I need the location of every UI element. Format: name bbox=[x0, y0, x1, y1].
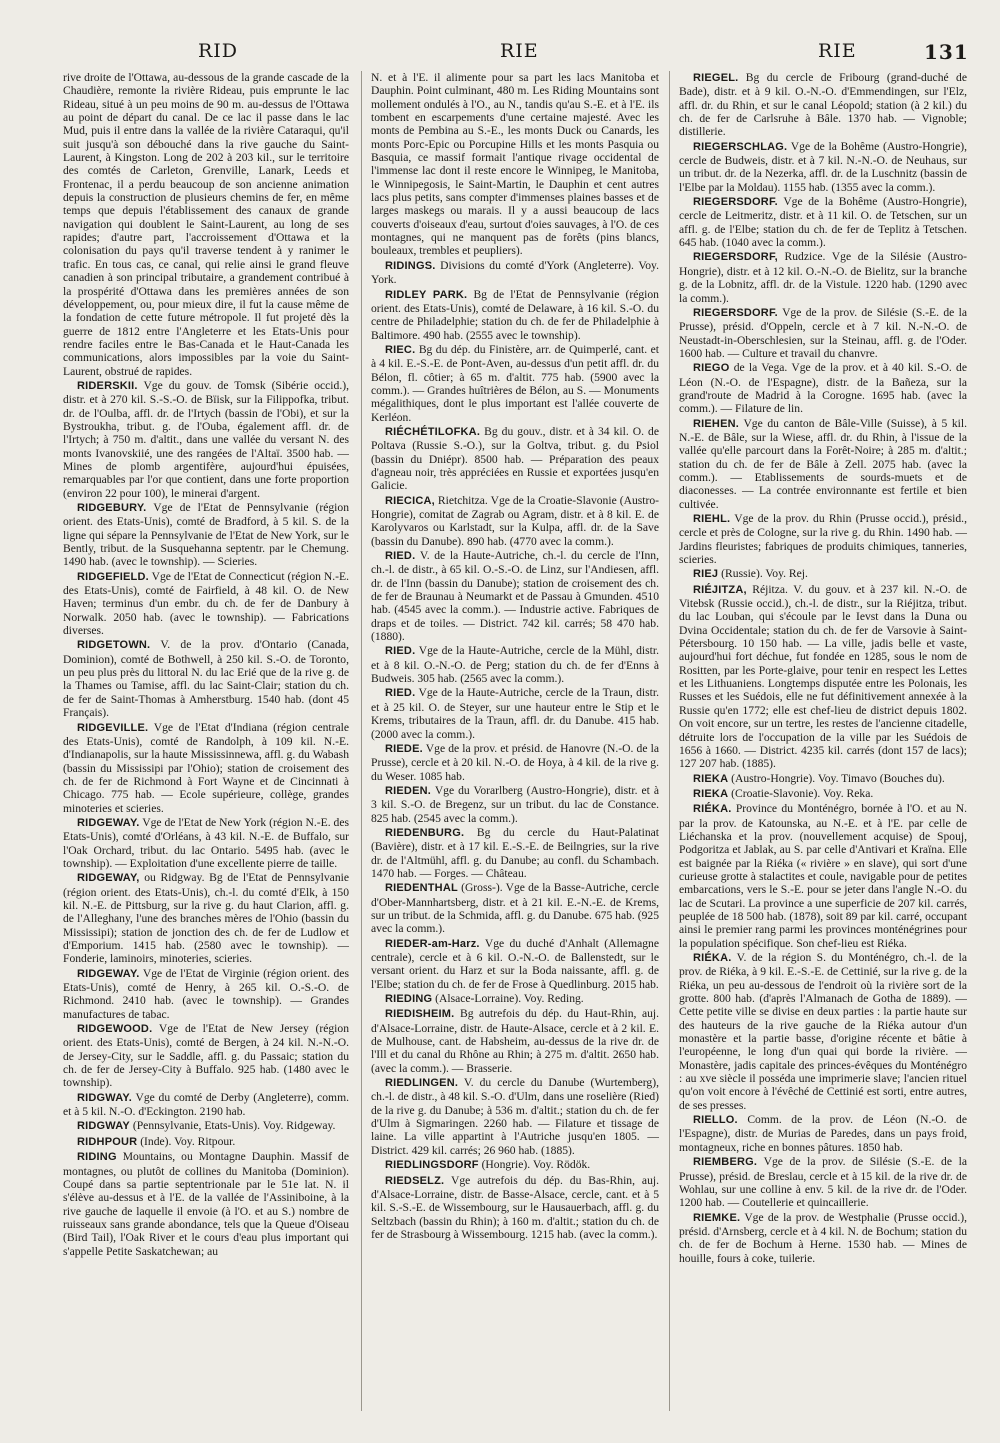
column-rule bbox=[361, 71, 362, 1411]
dictionary-entry bbox=[63, 638, 349, 719]
entry-headword: RIELLO. bbox=[693, 1114, 738, 1127]
entry-text: Vge de l'Etat de New Jersey (région orient. des Etats-Unis), comté de Bergen, à 24 kil. N.-N.-O. de Jersey-City, sur le Saddle, affl. g. du Passaic; station du ch. de fer de Jersey-City à Buffalo. 925 hab. (1480 avec le township). bbox=[63, 1022, 349, 1090]
entry-headword: RIDGWAY bbox=[77, 1120, 130, 1133]
dictionary-entry bbox=[679, 1211, 967, 1265]
entry-headword: RIÉJITZA, bbox=[693, 583, 747, 596]
entry-headword: RIEDING bbox=[385, 993, 433, 1006]
dictionary-entry bbox=[371, 644, 659, 685]
entry-headword: RIDINGS. bbox=[385, 259, 436, 272]
running-head-right: RIE bbox=[818, 40, 857, 62]
entry-text: Rietchitza. Vge de la Croatie-Slavonie (Austro-Hongrie), comitat de Zagrab ou Agram, distr. et à 8 kil. E. de Karolyvaros ou Karlstadt, sur la Kulpa, affl. dr. de la Save (bassin du Danube). 890 hab. (4770 avec la comm.). bbox=[371, 493, 659, 548]
entry-headword: RIDHPOUR bbox=[77, 1135, 138, 1148]
dictionary-entry bbox=[679, 71, 967, 139]
entry-text: V. du cercle du Danube (Wurtemberg), ch.-l. de distr., à 48 kil. S.-O. d'Ulm, dans une roselière (Ried) de la rive g. du Danube; à 536 m. d'altit.; station du ch. de fer d'Ulm à Sigmaringen. 2260 hab. — Filature et tissage de laine. La ville appartint à l'Autriche jusqu'en 1805. — District. 429 kil. carrés; 26 960 hab. (1885). bbox=[371, 1076, 659, 1157]
entry-text: ou Ridgway. Bg de l'Etat de Pennsylvanie (région orient. des Etats-Unis), ch.-l. du comté d'Elk, à 150 kil. N.-E. de Pittsburg, sur la rive g. du haut Clarion, affl. g. de l'Alleghany, l'une des branches mères de l'Ohio (bassin du Mississipi); station de jonction des ch. de fer de Ludlow et d'Emporium. 1415 hab. (2580 avec le township). — Fonderie, laminoirs, minoteries, scieries. bbox=[63, 871, 349, 966]
text-column-3 bbox=[679, 71, 967, 1416]
entry-headword: RIÉKA. bbox=[693, 952, 732, 964]
entry-headword: RIDGEBURY. bbox=[77, 502, 147, 514]
dictionary-entry bbox=[679, 567, 967, 581]
dictionary-entry bbox=[63, 967, 349, 1021]
entry-headword: RIDGEFIELD. bbox=[77, 570, 149, 583]
dictionary-entry bbox=[679, 250, 967, 304]
entry-text: rive droite de l'Ottawa, au-dessous de la grande cascade de la Chaudière, remonte la rivière Rideau, puis emprunte le lac Rideau, situé à un peu moins de 90 m. au-dessus de l'Ottawa au point de départ du canal. De ce lac il passe dans le lac Mud, puis il entre dans la vallée de la rivière Cataraqui, qu'il suit jusqu'à son débouché dans la rive gauche du Saint-Laurent, à Kingston. Long de 202 à 203 kil., sur le territoire des comtés de Carleton, Grenville, Lanark, Leeds et Frontenac, il a perdu beaucoup de son ancienne animation depuis la construction de plusieurs chemins de fer, en même temps que depuis l'établissement des canaux de grande navigation qui doublent le Saint-Laurent, au long de ses rapides; d'autre part, l'accroissement d'Ottawa et la colonisation du pays qu'il traverse tendent à y ranimer le trafic. En tous cas, ce canal, qui relie ainsi le grand fleuve canadien à son principal tributaire, a grandement contribué à la prospérité d'Ottawa dans les premières années de son développement, ou, pour mieux dire, il fut la cause même de la fondation de cette future métropole. Il fut projeté dès la guerre de 1812 entre l'Angleterre et les Etats-Unis pour rendre faciles entre le Bas-Canada et le Haut-Canada les communications, alors impossibles par la voie du Saint-Laurent, obstrué de rapides. bbox=[63, 71, 349, 378]
entry-headword: RIDING bbox=[77, 1151, 117, 1164]
entry-text: Vge du duché d'Anhalt (Allemagne centrale), cercle et à 6 kil. O.-N.-O. de Ballenstedt, sur le versant orient. du Harz et sur la Boda naissante, affl. g. de l'Elbe; station du ch. de fer de Frose à Quedlinburg. 2015 hab. bbox=[371, 936, 659, 991]
entry-headword: RIEGERSDORF. bbox=[693, 196, 778, 209]
dictionary-entry bbox=[679, 1113, 967, 1154]
dictionary-entry bbox=[371, 549, 659, 643]
entry-text: Vge de la prov. de Westphalie (Prusse occid.), présid. d'Arnsberg, cercle et à 4 kil. N. de Bochum; station du ch. de fer de Bochum à Herne. 1530 hab. — Mines de houille, fours à coke, tuilerie. bbox=[679, 1210, 967, 1265]
dictionary-entry bbox=[371, 784, 659, 825]
dictionary-entry bbox=[371, 826, 659, 880]
entry-text: de la Vega. Vge de la prov. et à 40 kil. S.-O. de Léon (N.-O. de l'Espagne), distr. de la Bañeza, sur la grand'route de Madrid à la Corogne. 1695 hab. (avec la comm.). — Filature de lin. bbox=[679, 361, 967, 416]
entry-headword: RIED. bbox=[385, 550, 416, 563]
entry-text: Vge de l'Etat de New York (région N.-E. des Etats-Unis), comté d'Orléans, à 43 kil. N.-E. de Buffalo, sur l'Oak Orchard, tribut. du lac Ontario. 5495 hab. (avec le township). — Exploitation d'une excellente pierre de taille. bbox=[63, 815, 349, 870]
entry-text: (Croatie-Slavonie). Voy. Reka. bbox=[731, 786, 874, 800]
entry-headword: RIEDLINGSDORF bbox=[385, 1159, 479, 1172]
entry-headword: RIDGEWAY. bbox=[77, 816, 140, 829]
dictionary-entry bbox=[371, 343, 659, 424]
entry-text: Vge du Vorarlberg (Austro-Hongrie), distr. et à 3 kil. S.-O. de Bregenz, sur un tribut. du lac de Constance. 825 hab. (2545 avec la comm.). bbox=[371, 783, 659, 825]
entry-headword: RIEHL. bbox=[693, 513, 731, 525]
dictionary-entry bbox=[63, 1150, 349, 1258]
entry-text: (Inde). Voy. Ritpour. bbox=[140, 1134, 236, 1148]
dictionary-entry bbox=[371, 288, 659, 342]
entry-headword: RIEDISHEIM. bbox=[385, 1008, 455, 1021]
entry-headword: RIDGEVILLE. bbox=[77, 721, 149, 734]
entry-headword: RIEKA bbox=[693, 787, 729, 800]
dictionary-entry bbox=[679, 306, 967, 360]
column-rule bbox=[669, 71, 670, 1411]
dictionary-entry bbox=[63, 1091, 349, 1119]
entry-text: Vge du canton de Bâle-Ville (Suisse), à 5 kil. N.-E. de Bâle, sur la Wiese, affl. dr. du Rhin, à l'issue de la vallée qu'elle parcourt dans la Forêt-Noire; à 285 m. d'altit.; station du ch. de fer de Bâle à Zell. 2075 hab. (avec la comm.). — Etablissements de sourds-muets et de diaconesses. — La contrée environnante est fertile et bien cultivée. bbox=[679, 416, 967, 511]
dictionary-entry bbox=[679, 583, 967, 771]
text-column-2 bbox=[371, 71, 659, 1416]
entry-text: Bg autrefois du dép. du Haut-Rhin, auj. d'Alsace-Lorraine, distr. de Haute-Alsace, cercle et à 2 kil. E. de Mulhouse, cant. de Habsheim, au-dessus de la rive dr. de l'Ill et du canal du Rhône au Rhin; à 275 m. d'altit. 2650 hab. (avec la comm.). — Brasserie. bbox=[371, 1007, 659, 1075]
entry-text: Réjitza. V. du gouv. et à 237 kil. N.-O. de Vitebsk (Russie occid.), ch.-l. de distr., sur la Riéjitza, tribut. du lac Louban, qui s'écoule par le Ievst dans la Duna ou Dvina Occidentale; station du ch. de fer de Varsovie à Saint-Pétersbourg. 10 150 hab. — La ville, jadis belle et vaste, aujourd'hui fort déchue, fut fondée en 1285, sous le nom de Rositten, par les Porte-glaive, pour tenir en respect les Lettes et les Lithuaniens. Longtemps disputée entre les Polonais, les Russes et les Suédois, elle ne fut définitivement annexée à la Russie qu'en 1772; elle est chef-lieu de district depuis 1802. On voit encore, sur un tertre, les restes de l'ancienne citadelle, détruite lors de l'occupation de la ville par les Suédois de 1656 à 1660. — District. 4235 kil. carrés (dont 157 de lacs); 127 207 hab. (1885). bbox=[679, 582, 967, 771]
entry-headword: RIEMBERG. bbox=[693, 1156, 758, 1169]
entry-text: Mountains, ou Montagne Dauphin. Massif de montagnes, ou plutôt de collines du Manitoba (Dominion). Coupé dans sa partie septentrionale par le 51e lat. N. il s'élève au-dessus et à l'E. de la vallée de l'Assiniboine, à la rive gauche de laquelle il envoie (à l'O. et au S.) nombre de ruisseaux sans grande abondance, tels que la Queue d'Oiseau (Bird Tail), l'Oak River et le cours d'eau plus important qui s'appelle Petite Saskatchewan; au bbox=[63, 1150, 349, 1258]
entry-text: Vge de la Haute-Autriche, cercle de la Traun, distr. et à 25 kil. O. de Steyer, sur une hauteur entre le Stip et le Krems, tributaires de la Traun, affl. dr. du Danube. 415 hab. (2000 avec la comm.). bbox=[371, 686, 659, 741]
entry-headword: RIEDER-am-Harz. bbox=[385, 937, 480, 950]
entry-text: Vge de l'Etat de Connecticut (région N.-E. des Etats-Unis), comté de Fairfield, à 48 kil. O. de New Haven; terminus d'un embr. du ch. de fer de Danbury à Norwalk. 2050 hab. (avec le township). — Fabrications diverses. bbox=[63, 569, 349, 638]
entry-headword: RIÉKA. bbox=[693, 803, 732, 816]
dictionary-entry bbox=[63, 871, 349, 965]
dictionary-entry bbox=[371, 494, 659, 548]
dictionary-entry bbox=[63, 1022, 349, 1090]
entry-text: (Pennsylvanie, Etats-Unis). Voy. Ridgeway. bbox=[132, 1119, 336, 1133]
dictionary-entry bbox=[679, 512, 967, 566]
entry-text: Bg du gouv., distr. et à 34 kil. O. de Poltava (Russie S.-O.), sur la Goltva, tribut. g. du Psiol (bassin du Dniépr). 8500 hab. — Préparation des peaux d'agneau noir, très appréciées en Russie et exportées jusqu'en Galicie. bbox=[371, 424, 659, 493]
dictionary-entry bbox=[679, 1155, 967, 1209]
entry-headword: RIED. bbox=[385, 687, 416, 700]
entry-headword: RIÉCHÉTILOFKA. bbox=[385, 425, 481, 438]
dictionary-entry bbox=[371, 1007, 659, 1075]
entry-text: Vge de la Haute-Autriche, cercle de la Mühl, distr. et à 8 kil. O.-N.-O. de Perg; station du ch. de fer d'Enns à Budweis. 305 hab. (2565 avec la comm.). bbox=[371, 644, 659, 686]
entry-text: Vge de l'Etat d'Indiana (région centrale des Etats-Unis), comté de Randolph, à 109 kil. N.-E. d'Indianapolis, sur la haute Mississinnewa, affl. g. du Wabash (bassin du Mississipi par l'Ohio); station de croisement des ch. de fer de Richmond à Fort Wayne et de Cincinnati à Chicago. 775 hab. — Ecole supérieure, collège, grandes minoteries et scieries. bbox=[63, 720, 349, 815]
entry-headword: RIDLEY PARK. bbox=[385, 288, 468, 301]
entry-text: Vge de la prov. et présid. de Hanovre (N.-O. de la Prusse), cercle et à 20 kil. N.-O. de Hoya, à 4 kil. de la rive g. du Weser. 1085 hab. bbox=[371, 741, 659, 783]
entry-text: Vge du gouv. de Tomsk (Sibérie occid.), distr. et à 270 kil. S.-S.-O. de Bïisk, sur la Filippofka, tribut. dr. de l'Oulba, affl. dr. de l'Irtych (bassin de l'Obi), et sur la Bystroukha, tribut. g. de l'Ouba, également affl. dr. de l'Irtych; à 750 m. d'altit., dans une vallée du versant N. des monts Ivanovskiié, une des rangées de l'Altaï. 3500 hab. — Mines de plomb argentifère, aujourd'hui épuisées, remarquables par l'or que contient, dans une forte proportion (environ 22 pour 100), le minerai d'argent. bbox=[63, 378, 349, 500]
entry-text: Vge de la prov. de Silésie (S.-E. de la Prusse), présid. d'Oppeln, cercle et à 7 kil. N.-N.-O. de Neustadt-in-Oberschlesien, sur la Steinau, affl. g. de l'Oder. 1600 hab. — Culture et travail du chanvre. bbox=[679, 305, 967, 360]
entry-text: Vge du comté de Derby (Angleterre), comm. et à 5 kil. N.-O. d'Eckington. 2190 hab. bbox=[63, 1090, 349, 1119]
dictionary-entry bbox=[63, 570, 349, 638]
dictionary-entry bbox=[63, 1135, 349, 1149]
entry-continuation bbox=[63, 71, 349, 378]
dictionary-entry bbox=[679, 787, 967, 801]
entry-text: Divisions du comté d'York (Angleterre). Voy. York. bbox=[371, 258, 659, 287]
entry-headword: RIDGETOWN. bbox=[77, 639, 151, 652]
entry-text: Bg du cercle du Haut-Palatinat (Bavière), distr. et à 17 kil. E.-S.-E. de Beilngries, sur la rive dr. de l'Altmühl, affl. g. du Danube; au confl. du Schambach. 1470 hab. — Forges. — Château. bbox=[371, 825, 659, 880]
dictionary-entry bbox=[679, 772, 967, 786]
dictionary-entry bbox=[63, 379, 349, 500]
entry-headword: RIEDSELZ. bbox=[385, 1174, 445, 1187]
entry-headword: RIEDLINGEN. bbox=[385, 1077, 459, 1090]
entry-text: V. de la région S. du Monténégro, ch.-l. de la prov. de Riéka, à 9 kil. E.-S.-E. de Cettinié, sur la rive g. de la Riéka, un peu au-dessous de l'endroit où la rivière sort de la grotte. 800 hab. (d'après l'Almanach de Gotha de 1889). — Cette petite ville se divise en deux parties : la partie haute sur des hauteurs de la rive gauche de la Riéka autour d'un monastère et la partie basse, d'origine récente et bâtie à l'européenne, le long d'un quai qui borde la rivière. — Monastère, jadis capitale des princes-évêques du Monténégro : au xve siècle il posséda une imprimerie slave; l'ancien rituel qu'on voit encore à l'évêché de Cettinié est sorti, entre autres, de ses presses. bbox=[679, 951, 967, 1112]
entry-text: V. de la prov. d'Ontario (Canada, Dominion), comté de Bothwell, à 250 kil. S.-O. de Toronto, un peu plus près du littoral N. du lac Erié que de la rive g. de la Thames ou Tamise, affl. du lac Saint-Clair; station du ch. de fer de Saint-Thomas à Amherstburg. 1540 hab. (dont 45 Français). bbox=[63, 638, 349, 720]
dictionary-entry bbox=[371, 1174, 659, 1242]
dictionary-entry bbox=[63, 501, 349, 569]
entry-text: (Hongrie). Voy. Rödök. bbox=[481, 1158, 591, 1172]
dictionary-entry bbox=[679, 951, 967, 1112]
entry-text: Bg du dép. du Finistère, arr. de Quimperlé, cant. et à 4 kil. E.-S.-E. de Pont-Aven, au-dessus d'un petit affl. dr. du Bélon, fl. côtier; à 65 m. d'altit. 775 hab. (5900 avec la comm.). — Grandes huîtrières de Bélon, au S. — Monuments mégalithiques, dont le plus important est l'allée couverte de Kerléon. bbox=[371, 342, 659, 424]
entry-text: (Alsace-Lorraine). Voy. Reding. bbox=[435, 992, 584, 1006]
entry-headword: RIDGEWOOD. bbox=[77, 1023, 153, 1036]
entry-headword: RIDGWAY. bbox=[77, 1091, 132, 1104]
entry-headword: RIEGEL. bbox=[693, 72, 739, 84]
entry-text: Vge de l'Etat de Virginie (région orient. des Etats-Unis), comté de Henry, à 265 kil. O.-S.-O. de Richmond. 2410 hab. (avec le township). — Grandes manufactures de tabac. bbox=[63, 966, 349, 1021]
dictionary-entry bbox=[371, 881, 659, 935]
entry-text: Comm. de la prov. de Léon (N.-O. de l'Espagne), distr. de Murias de Paredes, dans un pays froid, montagneux, riche en bonnes pâtures. 1850 hab. bbox=[679, 1113, 967, 1154]
dictionary-entry bbox=[371, 742, 659, 783]
entry-headword: RIEDE. bbox=[385, 742, 423, 755]
dictionary-entry bbox=[679, 417, 967, 511]
dictionary-entry bbox=[679, 140, 967, 194]
entry-headword: RIEGO bbox=[693, 362, 730, 375]
entry-text: Vge de la Bohême (Austro-Hongrie), cercle de Budweis, distr. et à 7 kil. N.-N.-O. de Neuhaus, sur un tribut. dr. de la Nezerka, affl. dr. de la Luschnitz (bassin de l'Elbe par la Moldau). 1155 hab. (1355 avec la comm.). bbox=[679, 139, 967, 194]
dictionary-entry bbox=[679, 802, 967, 950]
entry-headword: RIEMKE. bbox=[693, 1211, 741, 1224]
dictionary-entry bbox=[679, 361, 967, 415]
entry-text: Vge de la Bohême (Austro-Hongrie), cercle de Leitmeritz, distr. et à 11 kil. O. de Tetschen, sur un affl. g. de l'Elbe; station du ch. de fer de Teplitz à Tetschen. 645 hab. (1040 avec la comm.). bbox=[679, 195, 967, 250]
entry-headword: RIDERSKII. bbox=[77, 379, 138, 392]
entry-text: N. et à l'E. il alimente pour sa part les lacs Manitoba et Dauphin. Point culminant, 480 m. Les Riding Mountains sont mollement ondulés à l'O., au N., tandis qu'au S.-E. et à l'E. ils tombent en escarpements d'une certaine majesté. Avec les monts de Pembina au S.-E., les monts Duck ou Canards, les monts Porc-Epic ou Porcupine Hills et les monts Pasquia ou Basquia, ce massif formait l'antique rivage occidental de l'immense lac dont il reste encore le Winnipeg, le Manitoba, le Winnipegosis, le Saint-Martin, le Dauphin et cent autres lacs plus petits, sans compter d'immenses plaines basses et de larges maskegs ou marais. Il y a aussi beaucoup de lacs couverts d'oiseaux d'eau, surtout d'oies sauvages, à l'O. de ces montagnes, qui ne manquent pas de forêts (pins blancs, bouleaux, trembles et peupliers). bbox=[371, 71, 659, 258]
entry-text: Vge de la prov. du Rhin (Prusse occid.), présid., cercle et près de Cologne, sur la rive g. du Rhin. 1490 hab. — Jardins fleuristes; fabriques de produits chimiques, tanneries, scieries. bbox=[679, 512, 967, 567]
entry-headword: RIED. bbox=[385, 645, 416, 658]
entry-headword: RIDGEWAY. bbox=[77, 967, 140, 980]
dictionary-entry bbox=[679, 195, 967, 249]
dictionary-entry bbox=[371, 686, 659, 740]
running-head-center: RIE bbox=[500, 40, 539, 62]
entry-text: Vge autrefois du dép. du Bas-Rhin, auj. d'Alsace-Lorraine, distr. de Basse-Alsace, cercle, cant. et à 5 kil. S.-S.-E. de Wissembourg, sur le Hausauerbach, affl. g. du Seltzbach (bassin du Rhin); à 160 m. d'altit.; station du ch. de fer de Strasbourg à Wissembourg. 1215 hab. (avec la comm.). bbox=[371, 1173, 659, 1241]
dictionary-entry bbox=[371, 992, 659, 1006]
entry-text: Bg de l'Etat de Pennsylvanie (région orient. des Etats-Unis), comté de Delaware, à 16 kil. S.-O. du centre de Philadelphie; station du ch. de fer de Philadelphie à Baltimore. 490 hab. (2555 avec le township). bbox=[371, 287, 659, 342]
entry-text: Vge de l'Etat de Pennsylvanie (région orient. des Etats-Unis), comté de Bradford, à 5 kil. S. de la ligne qui sépare la Pennsylvanie de l'Etat de New York, sur le Bently, tribut. de la Susquehanna septentr. par le Chemung. 1490 hab. (avec le township). — Scieries. bbox=[63, 501, 349, 569]
page-number: 131 bbox=[924, 40, 969, 64]
entry-text: Vge de la prov. de Silésie (S.-E. de la Prusse), présid. de Breslau, cercle et à 15 kil. de la rive dr. de Wohlau, sur une colline à env. 5 kil. de la rive dr. de l'Oder. 1200 hab. — Coutellerie et quincaillerie. bbox=[679, 1155, 967, 1210]
entry-headword: RIEGERSDORF. bbox=[693, 306, 778, 319]
entry-headword: RIDGEWAY, bbox=[77, 872, 140, 885]
dictionary-entry bbox=[371, 937, 659, 991]
dictionary-entry bbox=[63, 1119, 349, 1133]
entry-headword: RIEGERSCHLAG. bbox=[693, 140, 788, 153]
entry-text: V. de la Haute-Autriche, ch.-l. du cercle de l'Inn, ch.-l. de distr., à 65 kil. O.-S.-O. de Linz, sur l'Andiesen, affl. dr. de l'Inn (bassin du Danube); station de croisement des ch. de fer de Braunau à Neumarkt et de Passau à Gmunden. 4510 hab. (4545 avec la comm.). — Industrie active. Fabriques de draps et de toiles. — District. 742 kil. carrés; 58 470 hab. (1880). bbox=[371, 549, 659, 644]
entry-headword: RIEC. bbox=[385, 343, 416, 356]
dictionary-entry bbox=[371, 1158, 659, 1172]
entry-headword: RIEDENTHAL bbox=[385, 882, 458, 895]
entry-headword: RIEJ bbox=[693, 568, 719, 581]
entry-text: (Gross-). Vge de la Basse-Autriche, cercle d'Ober-Mannhartsberg, distr. et à 21 kil. E.-N.-E. de Krems, sur un tribut. de la Schmida, affl. g. du Danube. 675 hab. (925 avec la comm.). bbox=[371, 881, 659, 936]
dictionary-entry bbox=[63, 721, 349, 815]
entry-headword: RIEGERSDORF, bbox=[693, 251, 778, 264]
entry-text: (Russie). Voy. Rej. bbox=[721, 567, 808, 581]
running-head-left: RID bbox=[198, 40, 239, 62]
dictionary-entry bbox=[371, 425, 659, 493]
entry-text: Rudzice. Vge de la Silésie (Austro-Hongrie), distr. et à 12 kil. O.-N.-O. de Bielitz, sur la branche g. de la Lobnitz, affl. dr. de la Vistule. 1220 hab. (1290 avec la comm.). bbox=[679, 250, 967, 305]
entry-headword: RIEKA bbox=[693, 772, 729, 785]
dictionary-entry bbox=[63, 816, 349, 870]
dictionary-entry bbox=[371, 1076, 659, 1157]
entry-headword: RIEDEN. bbox=[385, 784, 432, 797]
text-column-1 bbox=[63, 71, 349, 1416]
entry-text: Bg du cercle de Fribourg (grand-duché de Bade), distr. et à 9 kil. O.-N.-O. d'Emmendingen, sur l'Elz, affl. dr. du Rhin, et sur le canal Léopold; station (à 2 kil.) du ch. de fer de Carlsruhe à Bâle. 1370 hab. — Vignoble; distillerie. bbox=[679, 71, 967, 139]
dictionary-entry bbox=[371, 259, 659, 287]
entry-headword: RIECICA, bbox=[385, 494, 435, 507]
entry-text: (Austro-Hongrie). Voy. Timavo (Bouches du). bbox=[731, 771, 945, 785]
entry-headword: RIEHEN. bbox=[693, 417, 740, 430]
entry-headword: RIEDENBURG. bbox=[385, 826, 465, 839]
entry-continuation bbox=[371, 71, 659, 258]
entry-text: Province du Monténégro, bornée à l'O. et au N. par la prov. de Katounska, au N.-E. et à l'E. par celle de Liéchanska et la prov. (nouvellement acquise) de Spouj, Podgoritza et Jablak, au S. par celle d'Antivari et Kraïna. Elle est baignée par la Riéka (« rivière » en slave), qui sort d'une curieuse grotte à stalactites et coule, navigable pour de petites embarcations, vers le S.-E. pour se jeter dans l'angle N.-O. du lac de Scutari. La province a une superficie de 207 kil. carrés, peuplée de 18 500 hab. (1878), soit 89 par kil. carré, occupant ainsi le premier rang parmi les provinces monténégrines pour la population spécifique. Son chef-lieu est Riéka. bbox=[679, 802, 967, 950]
